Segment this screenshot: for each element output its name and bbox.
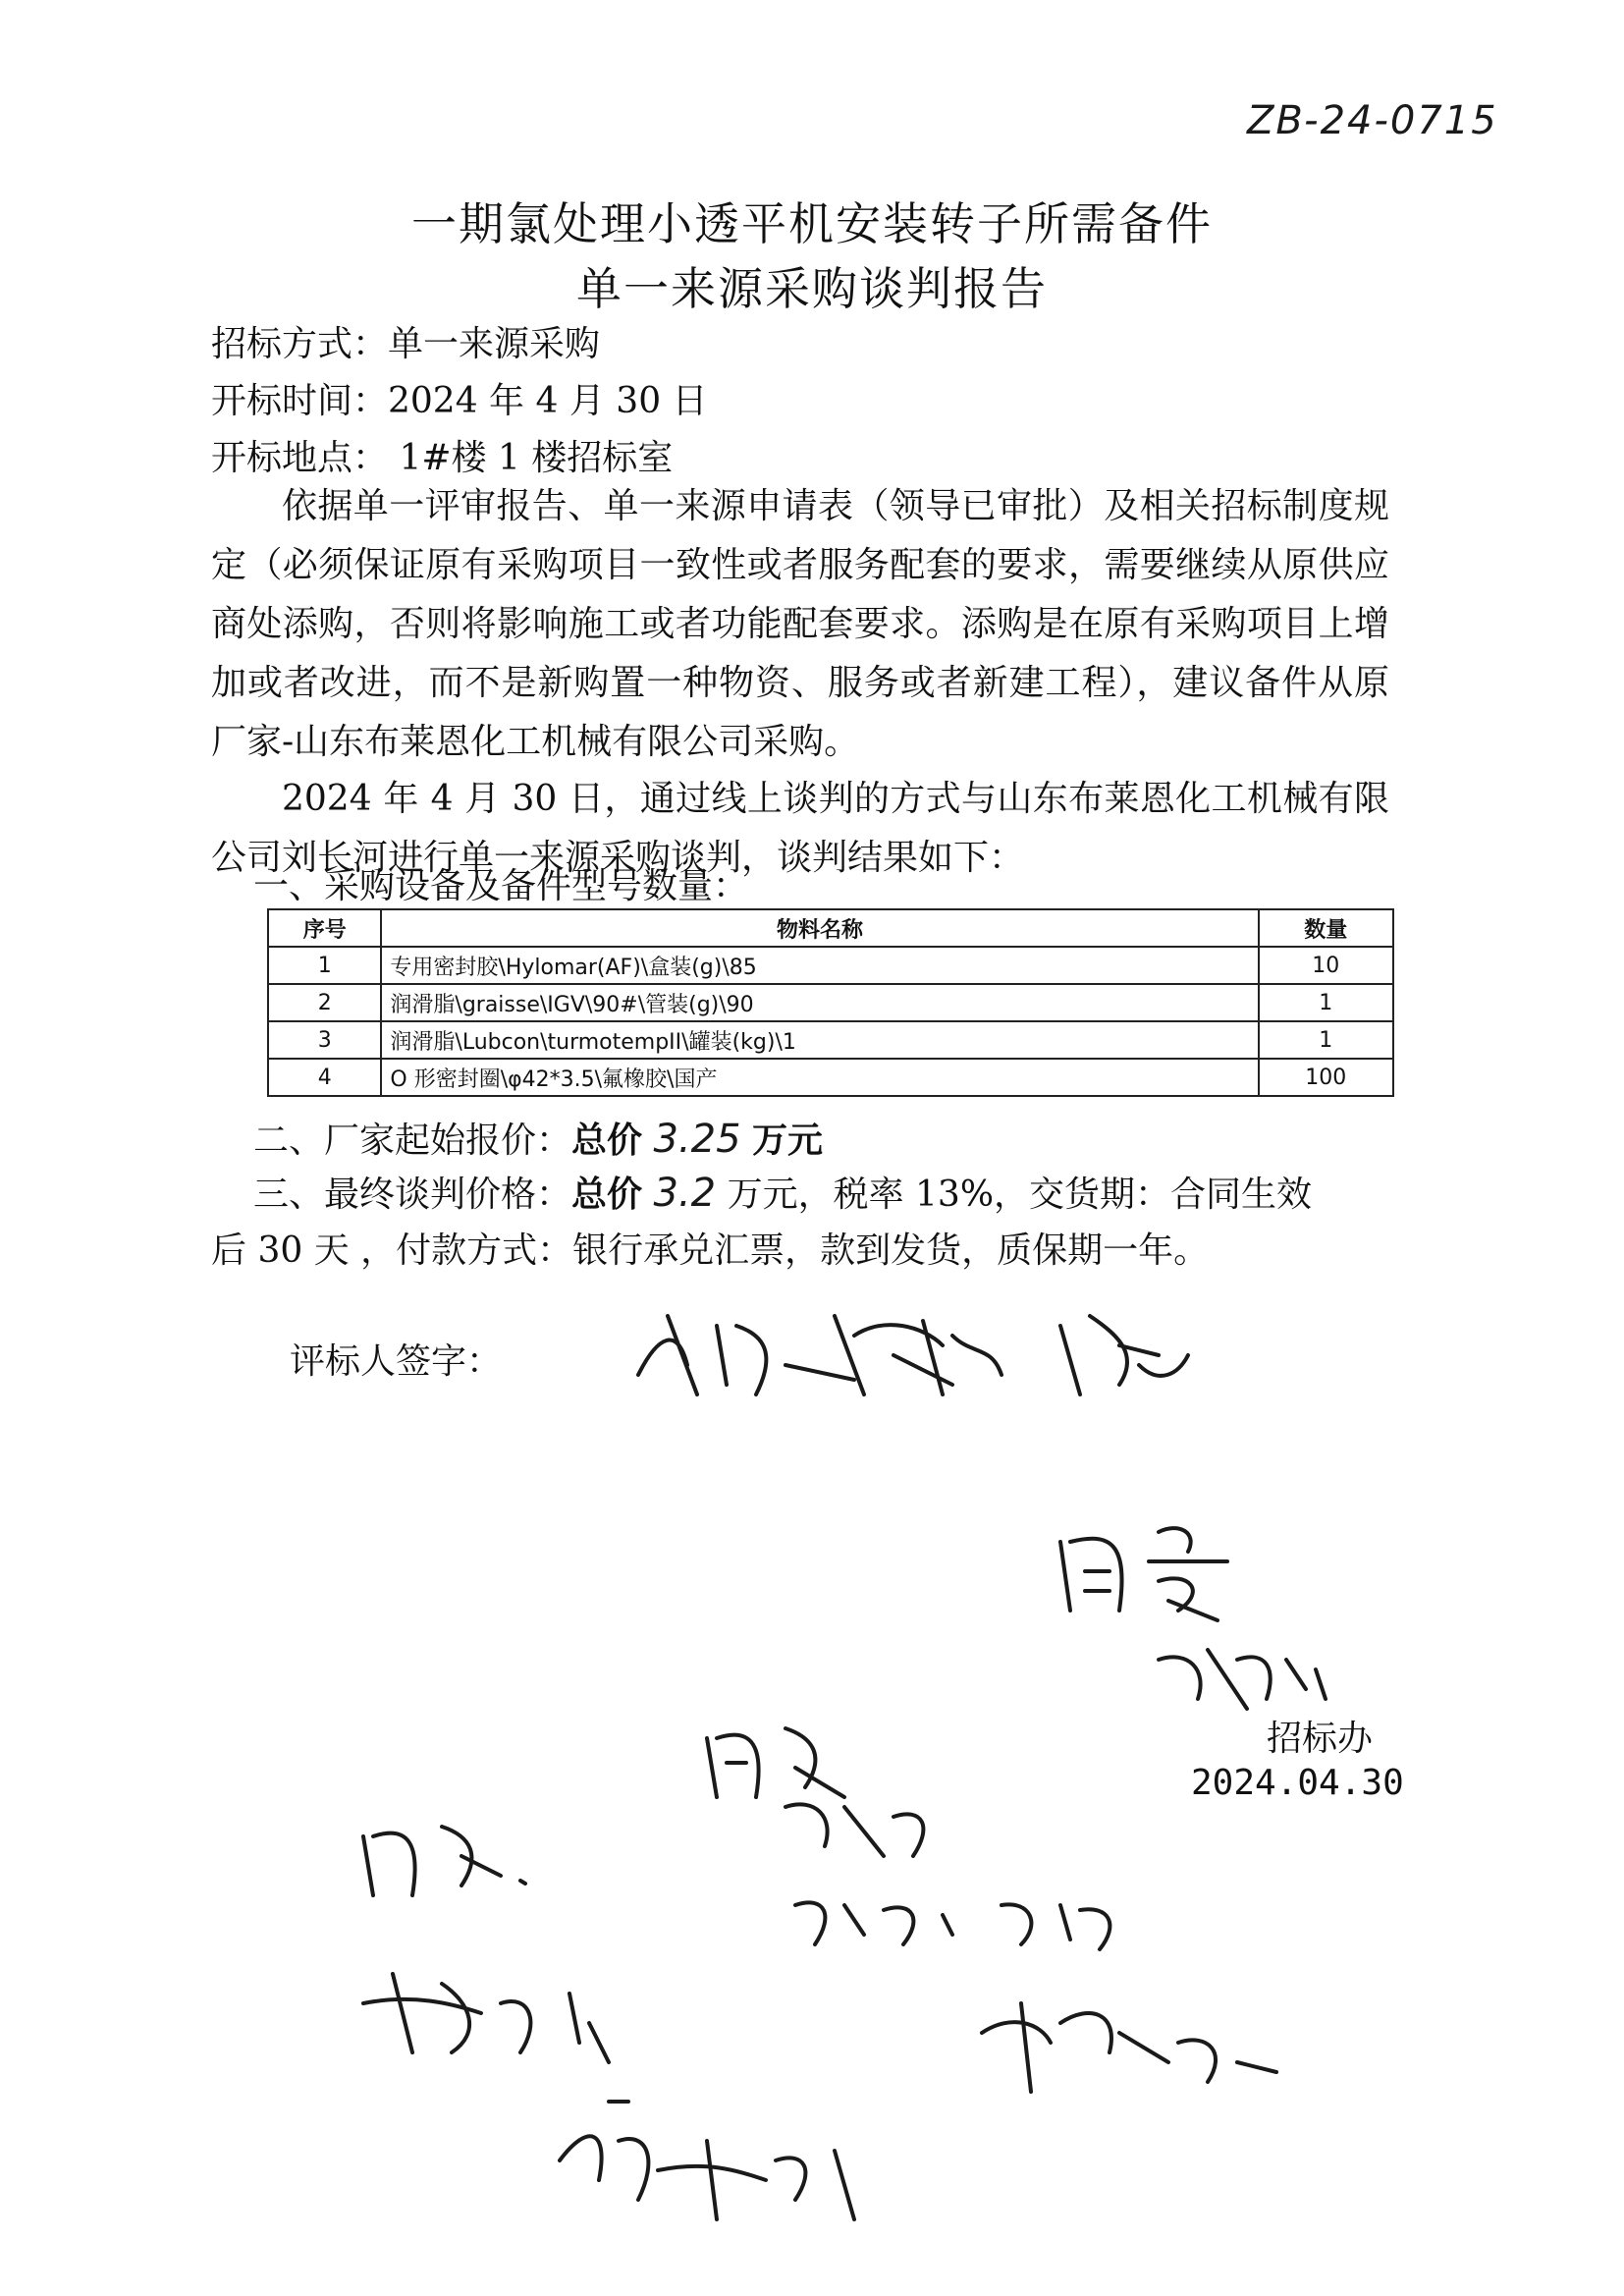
row-no: 2: [268, 984, 381, 1021]
final-price-value: 3.2: [653, 1171, 717, 1216]
table-header-row: [268, 909, 1393, 947]
table-row: [268, 984, 1393, 1021]
row-qty: 1: [1259, 1021, 1393, 1059]
signature-label: 评标人签字：: [290, 1341, 503, 1382]
row-name: 润滑脂\graisse\IGV\90#\管装(g)\90: [381, 984, 1258, 1021]
items-table: [267, 908, 1394, 1097]
signature-stroke: [707, 1728, 844, 1797]
signature-stroke: [1060, 1316, 1188, 1394]
signature-stroke: [363, 1974, 628, 2102]
signature-stroke: [638, 1316, 854, 1394]
bid-method: 招标方式：单一来源采购: [211, 324, 601, 364]
final-price-terms: 万元，税率 13%，交货期：合同生效: [727, 1175, 1313, 1215]
row-qty: 10: [1259, 947, 1393, 984]
row-name: 专用密封胶\Hylomar(AF)\盒装(g)\85: [381, 947, 1258, 984]
evaluator-signatures: [628, 1296, 1198, 1414]
signature-stroke: [982, 2003, 1276, 2092]
document-subtitle: 单一来源采购谈判报告: [576, 262, 1048, 315]
row-no: 1: [268, 947, 381, 984]
header-qty: 数量: [1259, 909, 1393, 947]
row-qty: 1: [1259, 984, 1393, 1021]
document-title: 一期氯处理小透平机安装转子所需备件: [411, 197, 1213, 250]
initial-quote-unit: 万元: [752, 1120, 824, 1161]
bid-office: 招标办: [1267, 1719, 1374, 1759]
signature-stroke: [1149, 1528, 1227, 1620]
signature-stroke: [785, 1804, 923, 1856]
final-price-label: 三、最终谈判价格：: [253, 1175, 572, 1215]
negotiation-paragraph: 2024 年 4 月 30 日，通过线上谈判的方式与山东布莱恩化工机械有限公司刘长河进行单一来源采购谈判，谈判结果如下：: [211, 779, 1389, 878]
signature-stroke: [835, 1316, 1001, 1394]
basis-paragraph: 依据单一评审报告、单一来源申请表（领导已审批）及相关招标制度规定（必须保证原有采购项目一致性或者服务配套的要求，需要继续从原供应商处添购，否则将影响施工或者功能配套要求。添购是在原有采购项目上增加或者改进，而不是新购置一种物资、服务或者新建工程），建议备件从原厂家-山东布莱恩化工机械有限公司采购。: [211, 486, 1389, 762]
section-1-heading: 一、采购设备及备件型号数量：: [253, 866, 749, 906]
final-price-total-label: 总价: [571, 1174, 643, 1215]
section-3-final-price: [253, 1164, 1382, 1225]
row-qty: 100: [1259, 1059, 1393, 1096]
approval-signatures-lower: [334, 1709, 1316, 2259]
bid-office-date: 2024.04.30: [1191, 1763, 1404, 1803]
signature-stroke: [560, 2136, 854, 2219]
bid-open-time: 开标时间：2024 年 4 月 30 日: [211, 381, 708, 421]
header-name: 物料名称: [381, 909, 1258, 947]
table-row: [268, 1021, 1393, 1059]
row-name: O 形密封圈\φ42*3.5\氟橡胶\国产: [381, 1059, 1258, 1096]
header-no: 序号: [268, 909, 381, 947]
signature-stroke: [1159, 1650, 1326, 1709]
signature-stroke: [363, 1827, 525, 1895]
section-2-initial-quote: [253, 1113, 823, 1163]
initial-quote-value: 3.25: [653, 1117, 741, 1162]
table-row: [268, 1059, 1393, 1096]
final-price-terms-continued: 后 30 天 ，付款方式：银行承兑汇票，款到发货，质保期一年。: [211, 1230, 1210, 1271]
signature-stroke: [795, 1902, 1110, 1949]
document-number: ZB-24-0715: [1247, 98, 1498, 143]
approval-signature-1: [1041, 1503, 1434, 1728]
table-row: [268, 947, 1393, 984]
row-no: 3: [268, 1021, 381, 1059]
initial-quote-label: 二、厂家起始报价：: [253, 1121, 572, 1161]
initial-quote-total-label: 总价: [571, 1120, 643, 1161]
signature-stroke: [1060, 1539, 1122, 1611]
bid-open-place: 开标地点： 1#楼 1 楼招标室: [211, 438, 674, 478]
row-no: 4: [268, 1059, 381, 1096]
row-name: 润滑脂\Lubcon\turmotempII\罐装(kg)\1: [381, 1021, 1258, 1059]
